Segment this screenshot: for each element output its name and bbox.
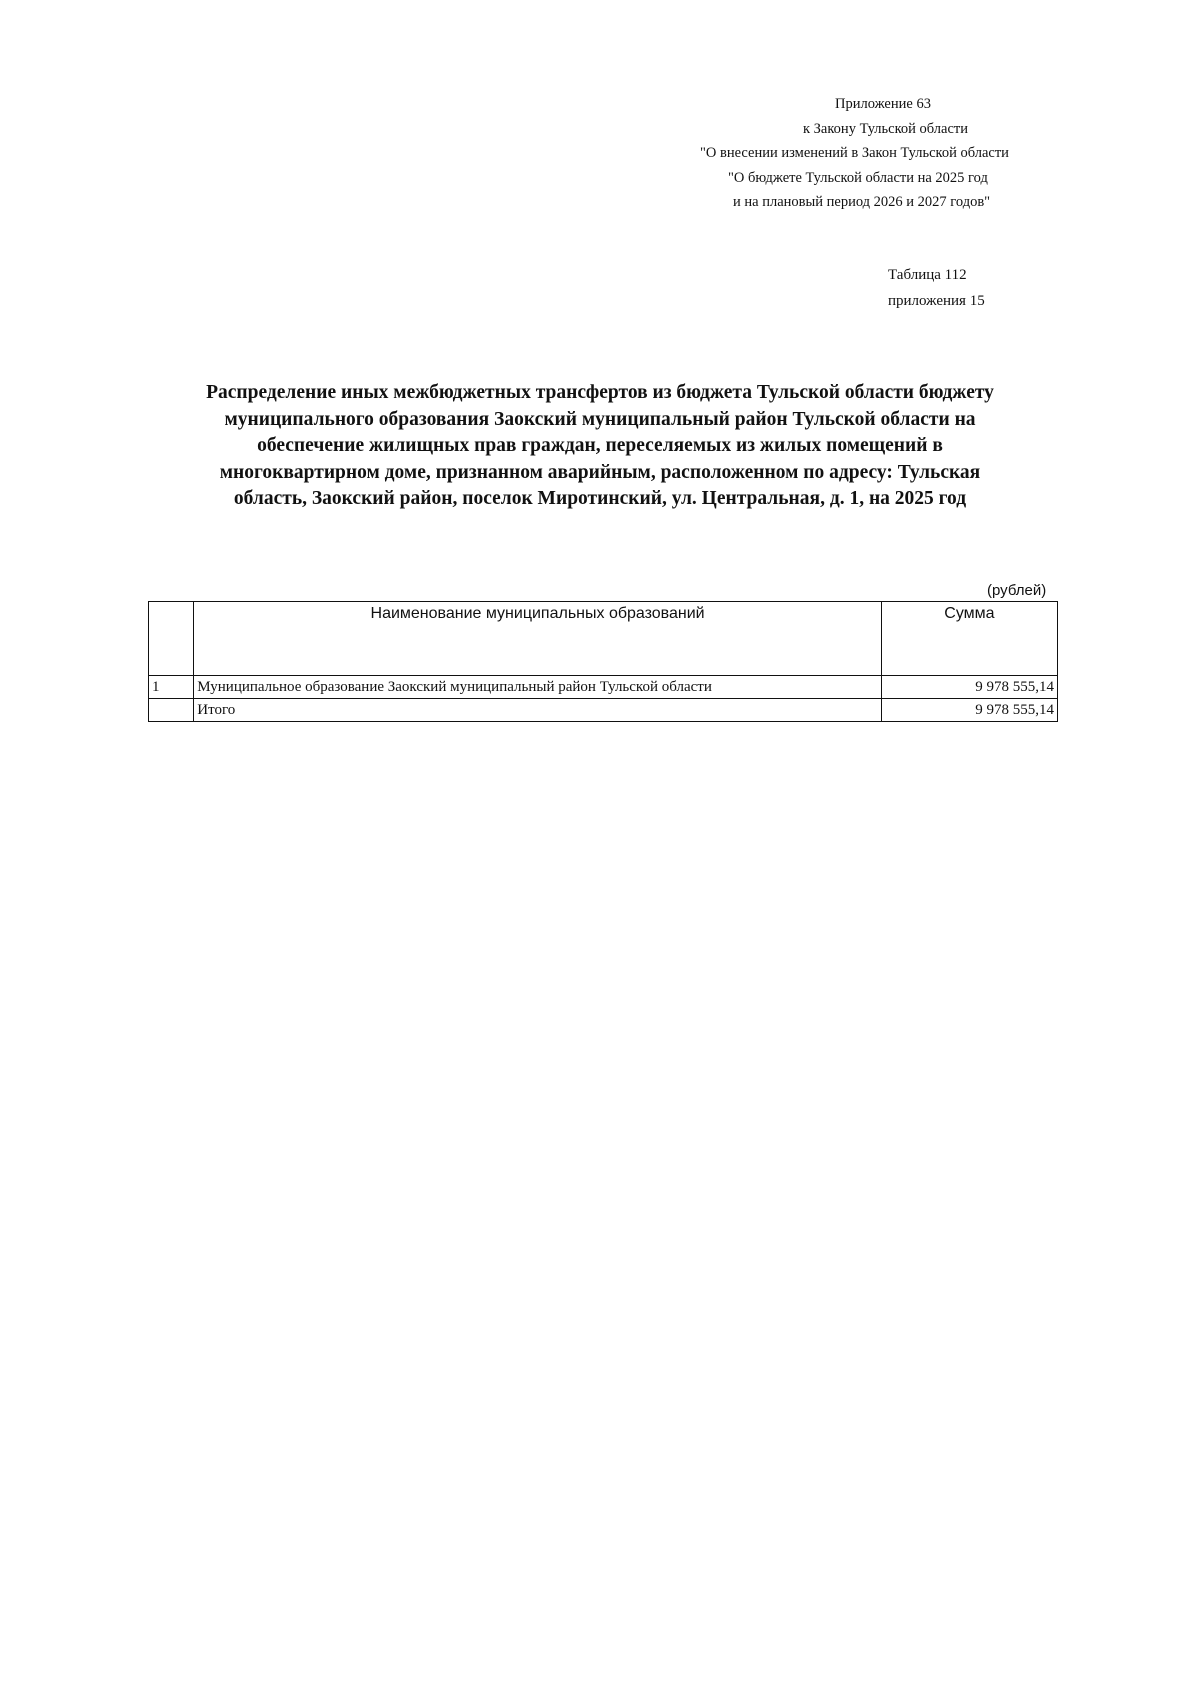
header-municipality-name: Наименование муниципальных образований [194, 602, 882, 676]
annex-amendment-title: "О внесении изменений в Закон Тульской области [700, 145, 1009, 161]
units-label: (рублей) [987, 582, 1047, 599]
total-sum: 9 978 555,14 [881, 699, 1057, 722]
title-line: обеспечение жилищных прав граждан, переселяемых из жилых помещений в [257, 435, 943, 456]
table-number: Таблица 112 [888, 267, 967, 283]
annex-header [700, 92, 1080, 215]
row-sum: 9 978 555,14 [881, 676, 1057, 699]
header-number [149, 602, 194, 676]
annex-planning-period: и на плановый период 2026 и 2027 годов" [733, 194, 991, 210]
annex-budget-title: "О бюджете Тульской области на 2025 год [728, 169, 988, 186]
title-line: муниципального образования Заокский муниципальный район Тульской области на [224, 408, 976, 430]
title-line: область, Заокский район, поселок Миротинский, ул. Центральная, д. 1, на 2025 год [233, 488, 967, 509]
annex-law-ref: к Закону Тульской области [803, 120, 969, 137]
table-header-row [149, 602, 1058, 676]
row-municipality-name: Муниципальное образование Заокский муниципальный район Тульской области [194, 676, 882, 699]
row-number: 1 [149, 676, 194, 699]
title-line: Распределение иных межбюджетных трансфертов из бюджета Тульской области бюджету [206, 382, 994, 403]
table-reference [888, 262, 985, 314]
header-sum: Сумма [881, 602, 1057, 676]
table-appendix: приложения 15 [888, 293, 985, 309]
document-title [140, 380, 1060, 513]
table-row [149, 676, 1058, 699]
total-label: Итого [194, 699, 882, 722]
annex-number: Приложение 63 [835, 96, 931, 112]
total-row [149, 699, 1058, 722]
title-line: многоквартирном доме, признанном аварийным, расположенном по адресу: Тульская [219, 461, 981, 483]
allocation-table [148, 601, 1058, 722]
total-number [149, 699, 194, 722]
